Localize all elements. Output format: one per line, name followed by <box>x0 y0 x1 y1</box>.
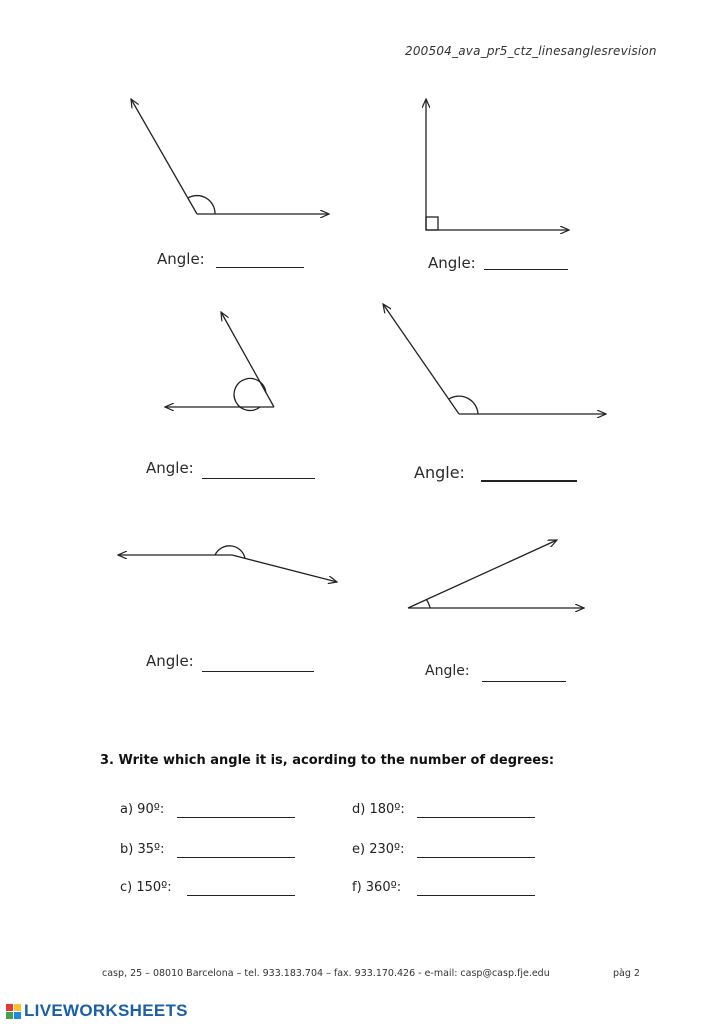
page-number: pàg 2 <box>613 968 640 979</box>
document-code: 200504_ava_pr5_ctz_linesanglesrevision <box>405 44 657 58</box>
angle-diagram-6 <box>408 540 584 608</box>
q3-answer-d[interactable] <box>417 817 535 818</box>
angle-label-3: Angle: <box>146 459 194 477</box>
liveworksheets-brand[interactable] <box>6 1001 188 1021</box>
angle-answer-1[interactable] <box>216 267 304 268</box>
q3-item-a: a) 90º: <box>120 802 165 817</box>
q3-answer-a[interactable] <box>177 817 295 818</box>
footer-address: casp, 25 – 08010 Barcelona – tel. 933.183.704 – fax. 933.170.426 - e-mail: casp@casp.fje.edu <box>102 968 550 979</box>
angle-answer-5[interactable] <box>202 671 314 672</box>
angle-label-2: Angle: <box>428 254 476 272</box>
q3-item-e: e) 230º: <box>352 842 405 857</box>
angle-diagram-1 <box>131 99 329 214</box>
q3-answer-e[interactable] <box>417 857 535 858</box>
angle-answer-4[interactable] <box>481 480 577 482</box>
angle-diagram-3 <box>165 312 274 410</box>
question-3-title: 3. Write which angle it is, acording to the number of degrees: <box>100 753 555 768</box>
q3-item-b: b) 35º: <box>120 842 165 857</box>
q3-answer-c[interactable] <box>187 895 295 896</box>
angle-label-4: Angle: <box>414 463 465 482</box>
angle-diagram-2 <box>426 99 569 230</box>
q3-answer-b[interactable] <box>177 857 295 858</box>
angle-diagram-5 <box>118 546 337 582</box>
angle-label-6: Angle: <box>425 663 470 679</box>
q3-item-d: d) 180º: <box>352 802 405 817</box>
q3-item-f: f) 360º: <box>352 880 402 895</box>
angle-diagram-4 <box>383 304 606 414</box>
angle-answer-6[interactable] <box>482 681 566 682</box>
liveworksheets-logo-icon <box>6 1004 22 1020</box>
brand-name: LIVEWORKSHEETS <box>24 1001 188 1020</box>
angle-answer-2[interactable] <box>484 269 568 270</box>
q3-item-c: c) 150º: <box>120 880 172 895</box>
angle-label-5: Angle: <box>146 652 194 670</box>
angle-label-1: Angle: <box>157 250 205 268</box>
q3-answer-f[interactable] <box>417 895 535 896</box>
angle-answer-3[interactable] <box>202 478 315 479</box>
